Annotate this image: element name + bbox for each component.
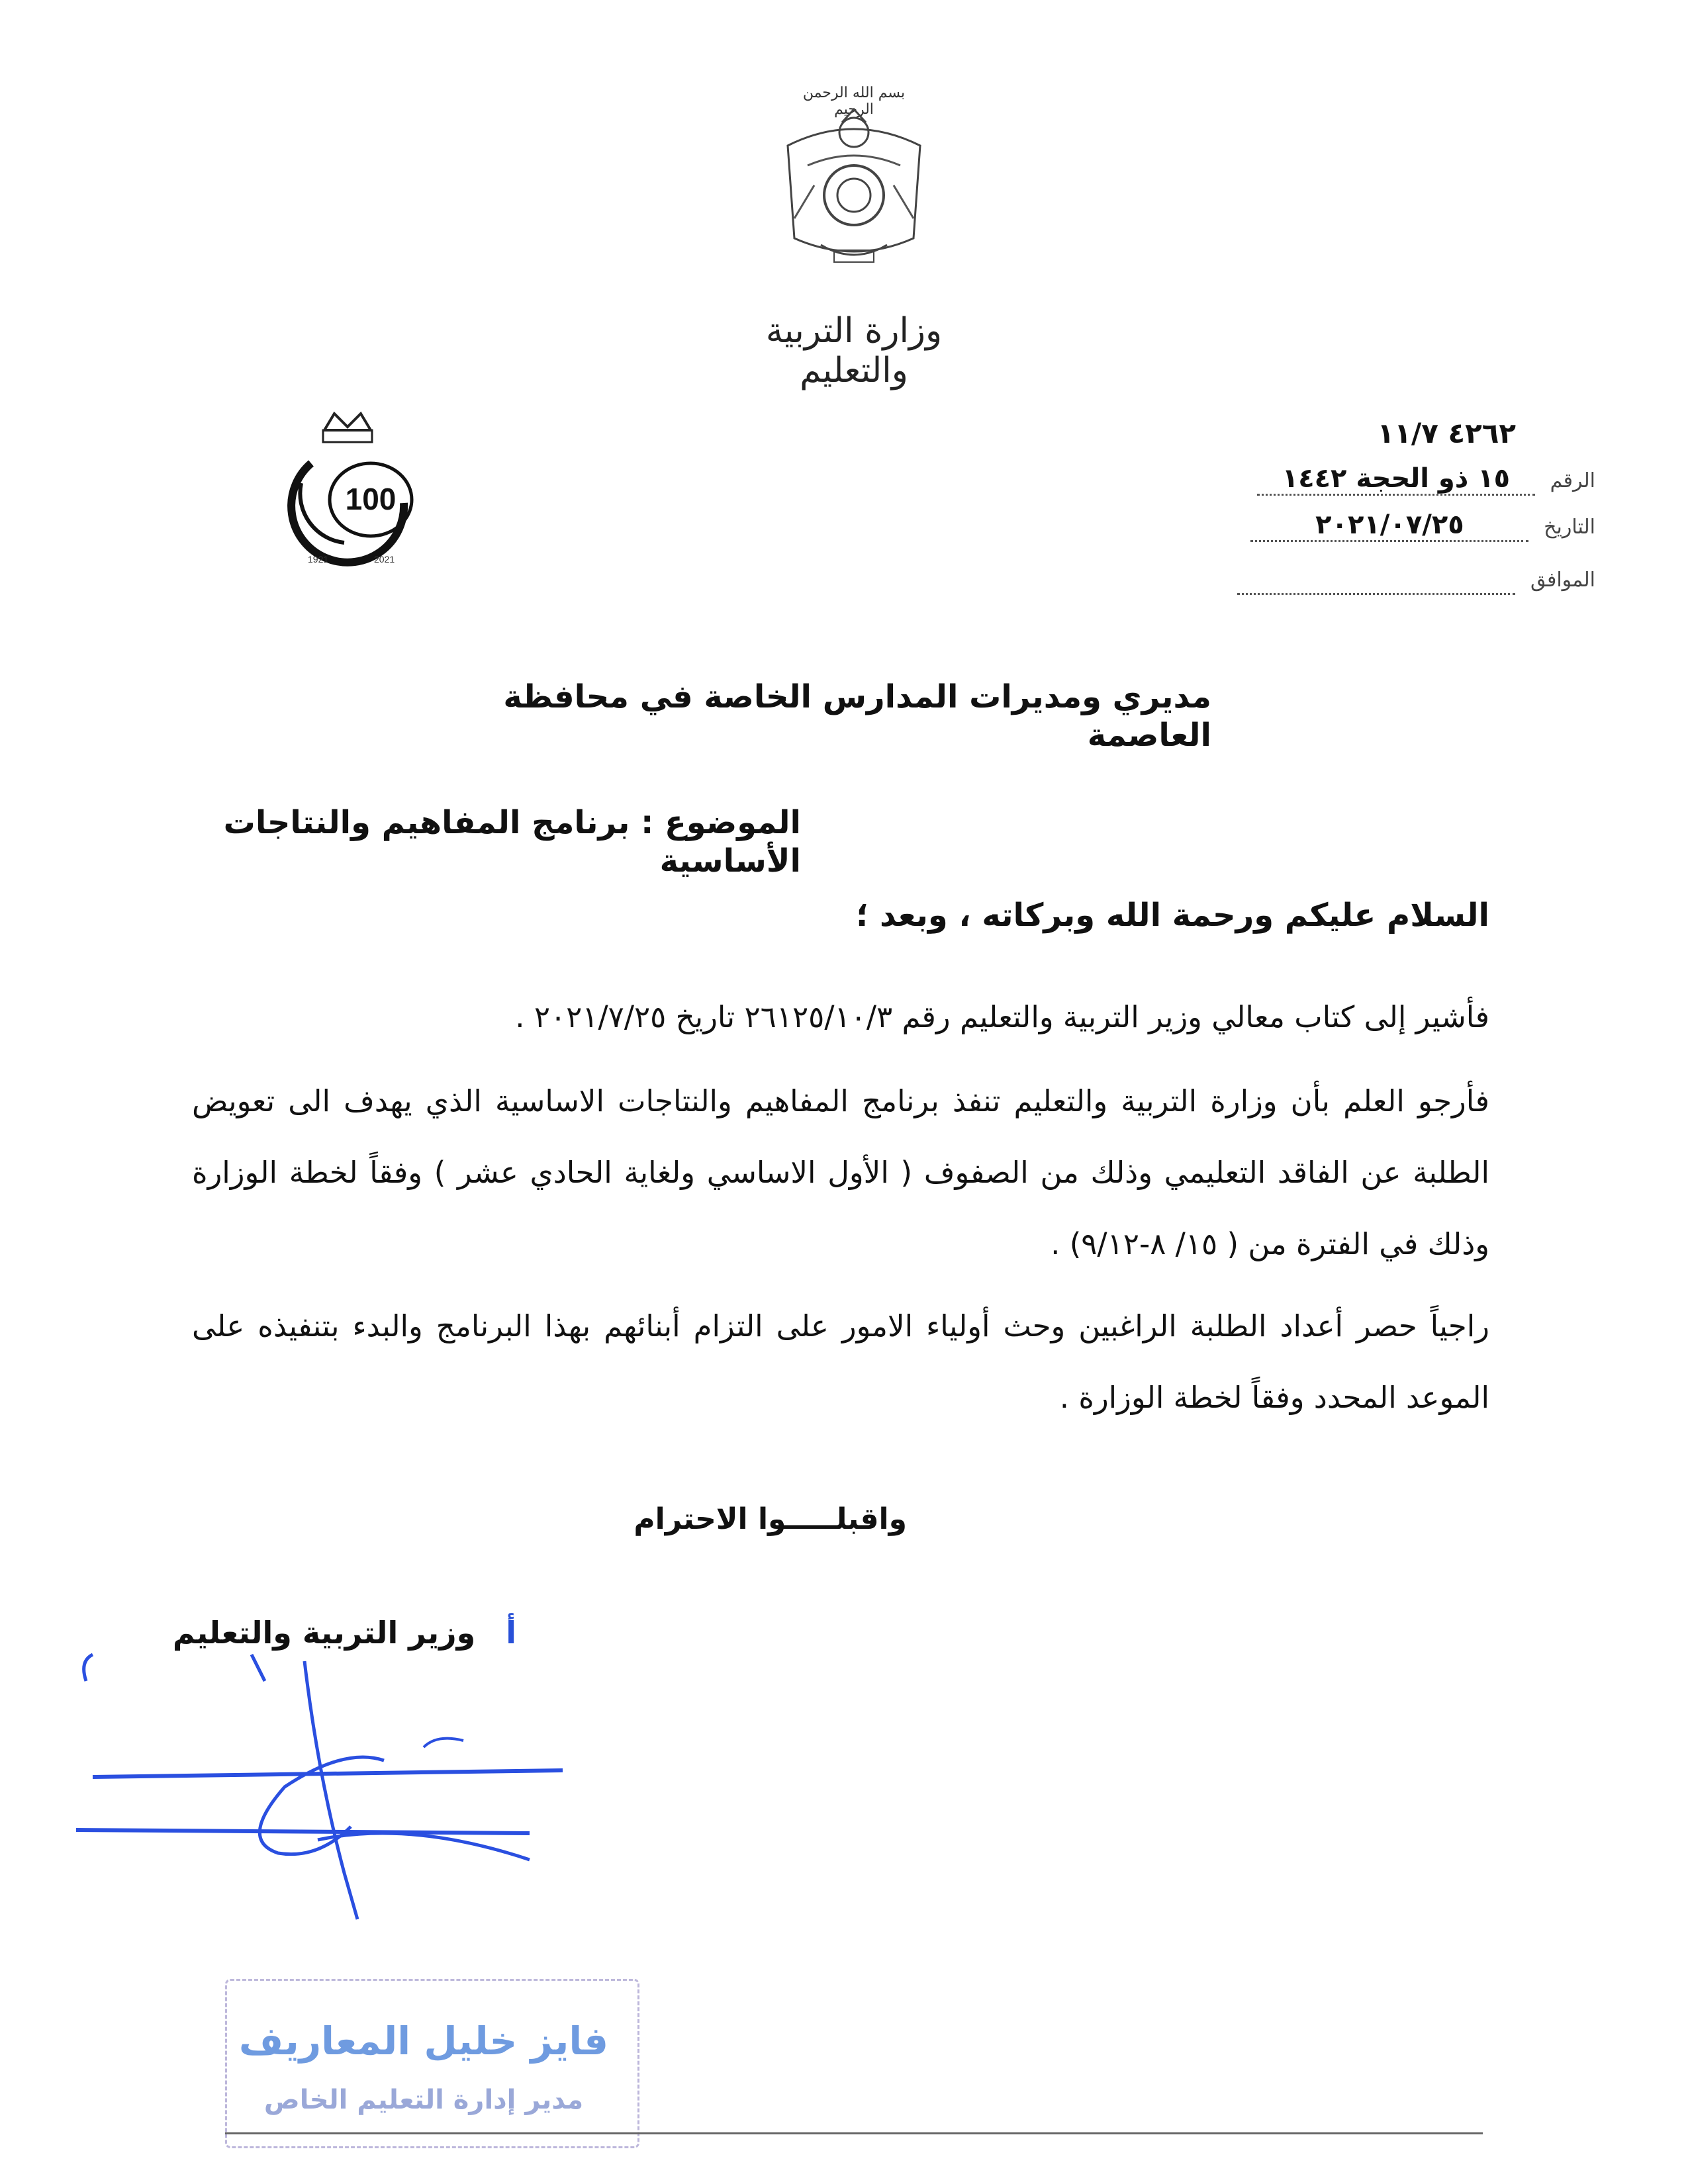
hijri-date: ١٥ ذو الحجة ١٤٤٢ xyxy=(1257,463,1535,496)
official-stamp xyxy=(225,1979,639,2148)
centennial-end-year: 2021 xyxy=(374,554,395,565)
ministry-name: وزارة التربية والتعليم xyxy=(765,311,943,390)
signatory-prefix: أ xyxy=(506,1615,516,1651)
closing: واقبلـــــوا الاحترام xyxy=(633,1502,907,1536)
paragraph-request: راجياً حصر أعداد الطلبة الراغبين وحث أولياء الامور على التزام أبنائهم بهذا البرنامج والبدء بتنفيذه على الموعد المحدد وفقاً لخطة الوزارة . xyxy=(192,1308,1489,1415)
footer-line xyxy=(225,2132,1483,2134)
corresponding-value xyxy=(1237,563,1515,595)
corresponding-label: الموافق xyxy=(1530,569,1595,592)
paragraph-program: فأرجو العلم بأن وزارة التربية والتعليم تنفذ برنامج المفاهيم والنتاجات الاساسية الذي يهدف الى تعويض الطلبة عن الفاقد التعليمي وذلك من الصفوف ( الأول الاساسي ولغاية الحادي عشر ) وفقاً لخطة الوزارة وذلك في الفترة من ( ١٥/ ٨-٩/١٢) . xyxy=(192,1083,1489,1261)
reference-label: الرقم xyxy=(1550,469,1595,492)
subject: الموضوع : برنامج المفاهيم والنتاجات الأساسية xyxy=(223,804,801,880)
signatory-name: وزير التربية والتعليم xyxy=(172,1615,476,1651)
stamp-name: فايز خليل المعاريف xyxy=(238,2019,609,2064)
reference-number: ٤٢٦٢ ١١/٧ xyxy=(1377,417,1516,449)
paragraph-reference: فأشير إلى كتاب معالي وزير التربية والتعليم رقم ٢٦١٢٥/١٠/٣ تاريخ ٢٠٢١/٧/٢٥ . xyxy=(515,999,1489,1034)
centennial-start-year: 1921 xyxy=(308,554,329,565)
centennial-number: 100 xyxy=(345,482,397,516)
date-row xyxy=(1132,510,1595,542)
reference-row xyxy=(1132,463,1595,496)
date-value: ٢٠٢١/٠٧/٢٥ xyxy=(1250,510,1528,542)
stamp-title: مدير إدارة التعليم الخاص xyxy=(263,2085,584,2115)
basmala: بسم الله الرحمن الرحيم xyxy=(802,85,906,118)
jordan-coat-of-arms-icon xyxy=(768,86,940,278)
date-label: التاريخ xyxy=(1544,516,1595,539)
recipient: مديري ومديرات المدارس الخاصة في محافظة العاصمة xyxy=(503,678,1211,754)
corresponding-row xyxy=(1132,563,1595,595)
greeting: السلام عليكم ورحمة الله وبركاته ، وبعد ؛ xyxy=(856,897,1489,934)
centennial-logo-icon xyxy=(271,404,424,569)
handwritten-signature xyxy=(66,1641,569,1933)
